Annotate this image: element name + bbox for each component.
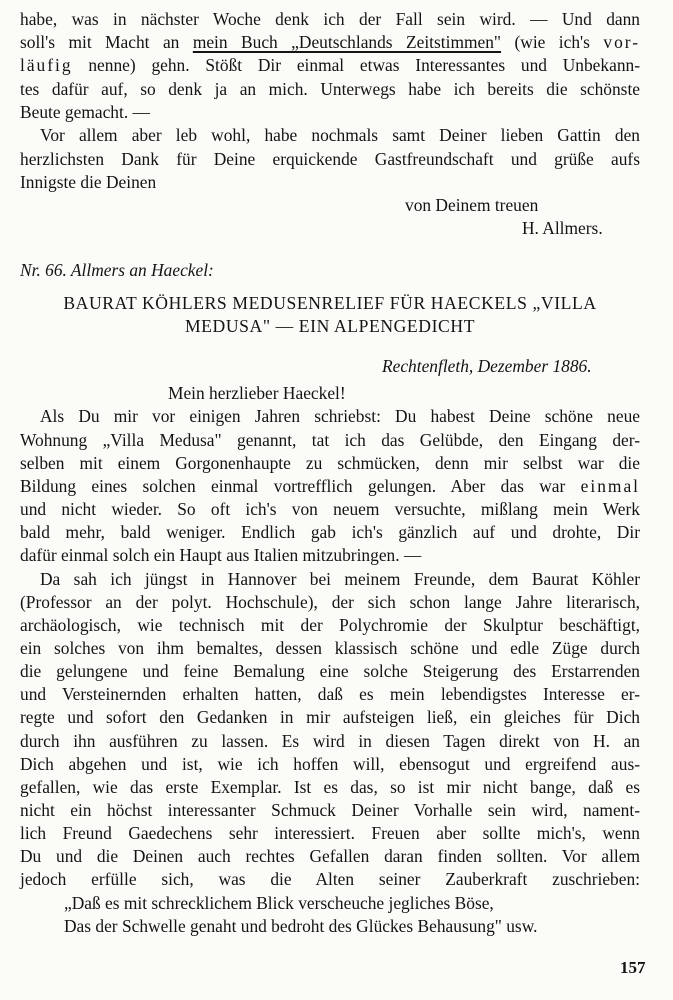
text-line: dafür einmal solch ein Haupt aus Italien mitzubringen. —	[20, 545, 422, 565]
letter-number: Nr. 66. Allmers an Haeckel:	[20, 260, 214, 280]
text-line: (Professor an der polyt. Hochschule), der sich schon lange Jahre literarisch,	[20, 592, 640, 612]
spaced-word: einmal	[580, 476, 640, 496]
text-line: bald mehr, bald weniger. Endlich gab ich's gänzlich auf und drohte, Dir	[20, 522, 640, 542]
text-line: archäologisch, wie technisch mit der Polychromie der Skulptur beschäftigt,	[20, 615, 640, 635]
text-line: und Versteinernden erhalten hatten, daß es mein lebendigstes Interesse er-	[20, 684, 640, 704]
letter-signature: H. Allmers.	[522, 218, 603, 238]
salutation: Mein herzlieber Haeckel!	[168, 383, 346, 403]
text-line: selben mit einem Gorgonenhaupte zu schmücken, denn mir selbst war die	[20, 453, 640, 473]
text-line: Als Du mir vor einigen Jahren schriebst: Du habest Deine schöne neue	[40, 406, 640, 426]
text-line: jedoch erfülle sich, was die Alten seiner Zauberkraft zuschrieben:	[20, 869, 640, 889]
text-line: Bildung eines solchen einmal vortrefflich gelungen. Aber das war einmal	[20, 476, 640, 496]
text-line: regte und sofort den Gedanken in mir aufsteigen ließ, ein gleiches für Dich	[20, 707, 640, 727]
spaced-word: vor-	[603, 32, 641, 52]
text-line: Vor allem aber leb wohl, habe nochmals samt Deiner lieben Gattin den	[40, 125, 640, 145]
text-line: herzlichsten Dank für Deine erquickende Gastfreundschaft und grüße aufs	[20, 149, 640, 169]
text-line: tes dafür auf, so denk ja an mich. Unterwegs habe ich bereits die schönste	[20, 79, 640, 99]
text-line: habe, was in nächster Woche denk ich der Fall sein wird. — Und dann	[20, 9, 640, 29]
page-number: 157	[620, 958, 646, 977]
text-line: Da sah ich jüngst in Hannover bei meinem Freunde, dem Baurat Köhler	[40, 569, 640, 589]
section-heading: BAURAT KÖHLERS MEDUSENRELIEF FÜR HAECKELS „VILLA	[63, 293, 597, 313]
text-line: Wohnung „Villa Medusa" genannt, tat ich das Gelübde, den Eingang der-	[20, 430, 640, 450]
text-line: lich Freund Gaedechens sehr interessiert. Freuen aber sollte mich's, wenn	[20, 823, 640, 843]
letter-closing: von Deinem treuen	[405, 195, 539, 215]
place-date: Rechtenfleth, Dezember 1886.	[382, 356, 592, 376]
text-line: durch ihn ausführen zu lassen. Es wird in diesen Tagen direkt von H. an	[20, 731, 640, 751]
spaced-word: läufig	[20, 55, 73, 75]
section-heading: MEDUSA" — EIN ALPENGEDICHT	[184, 316, 476, 336]
underlined-book-title: mein Buch „Deutschlands Zeitstimmen"	[192, 32, 502, 52]
quote-line: „Daß es mit schrecklichem Blick verscheuche jegliches Böse,	[64, 893, 494, 913]
text-line: Beute gemacht. —	[20, 102, 150, 122]
text-line: die gelungene und feine Bemalung eine solche Steigerung des Erstarrenden	[20, 661, 640, 681]
text-line: soll's mit Macht an mein Buch „Deutschlands Zeitstimmen" (wie ich's vor-	[20, 32, 641, 52]
text-line: ein solches von ihm bemaltes, dessen klassisch schöne und edle Züge durch	[20, 638, 640, 658]
text-line: Innigste die Deinen	[20, 172, 157, 192]
text-line: und nicht wieder. So oft ich's von neuem versuchte, mißlang mein Werk	[20, 499, 640, 519]
quote-line: Das der Schwelle genaht und bedroht des Glückes Behausung" usw.	[64, 916, 538, 936]
text-line: gefallen, wie das erste Exemplar. Ist es das, so ist mir nicht bange, daß es	[20, 777, 640, 797]
text-line: läufig nenne) gehn. Stößt Dir einmal etwas Interessantes und Unbekann-	[20, 55, 640, 75]
text-line: nicht ein höchst interessanter Schmuck Deiner Vorhalle sein wird, nament-	[20, 800, 640, 820]
text-line: Du und die Deinen auch rechtes Gefallen daran finden sollten. Vor allem	[20, 846, 640, 866]
text-line: Dich abgehen und ist, wie ich hoffen will, ebensogut und ergreifend aus-	[20, 754, 640, 774]
